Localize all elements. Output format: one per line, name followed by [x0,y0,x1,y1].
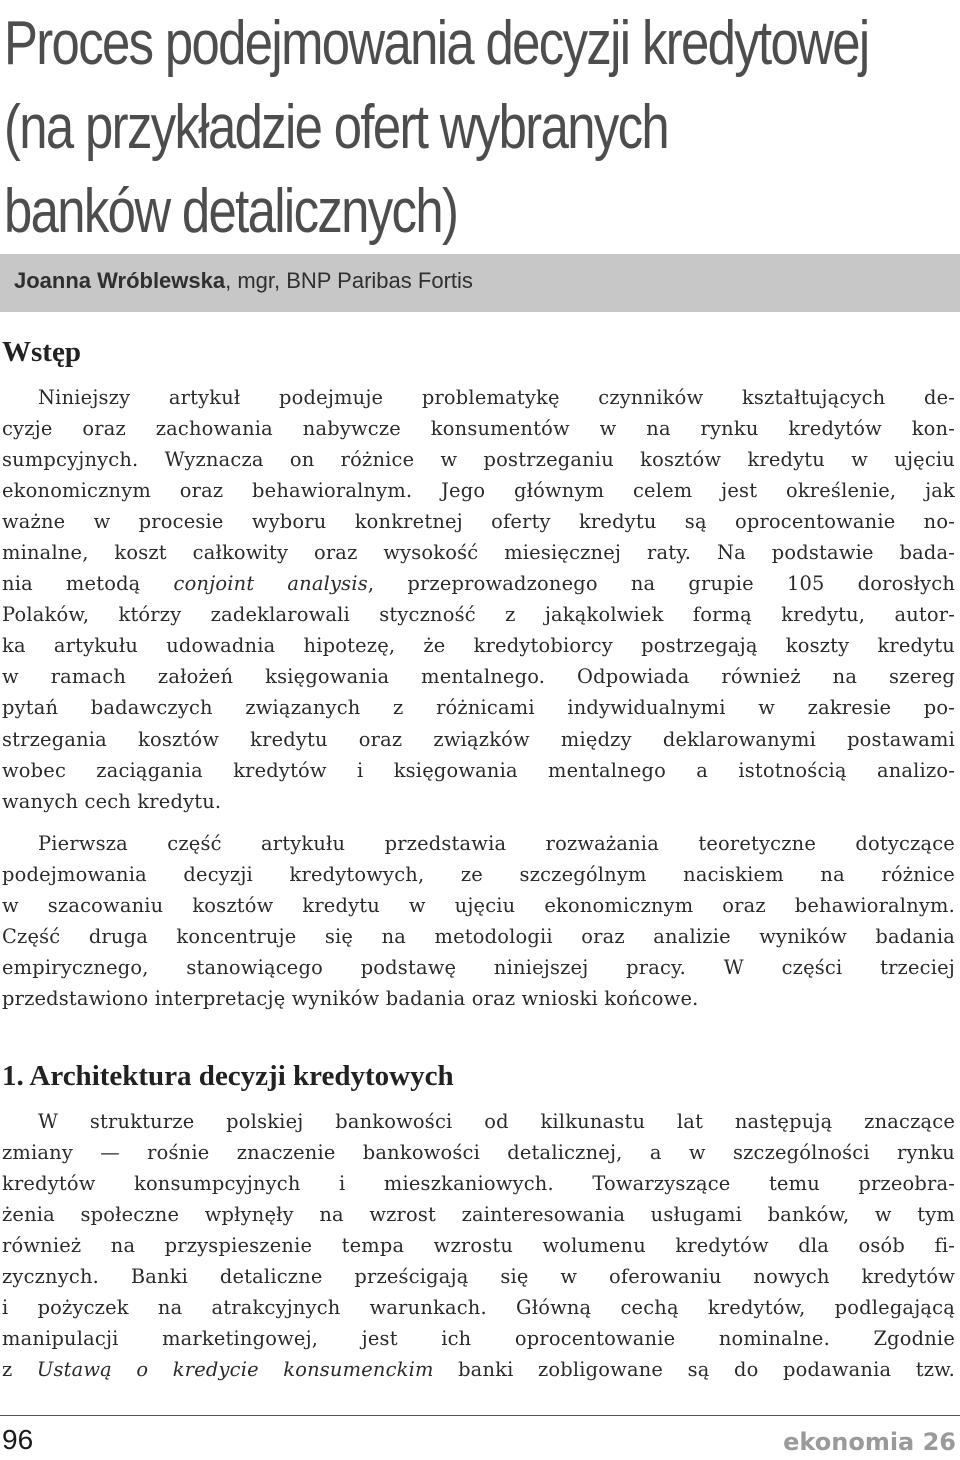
text-line [2,1354,955,1385]
text-line: sumpcyjnych. Wyznacza on różnice w postrzeganiu kosztów kredytu w ujęciu [2,448,955,472]
text-fragment: , przeprowadzonego na grupie 105 dorosłych [367,572,956,596]
text-line: pytań badawczych związanych z różnicami indywidualnymi w zakresie po- [2,696,955,720]
text-line: strzegania kosztów kredytu oraz związków między deklarowanymi postawami [2,727,955,751]
text-line: w szacowaniu kosztów kredytu w ujęciu ekonomicznym oraz behawioralnym. [2,894,955,918]
intro-heading: Wstęp [2,336,81,368]
text-line: przedstawiono interpretację wyników badania oraz wnioski końcowe. [2,987,699,1011]
page-number: 96 [2,1424,34,1455]
intro-paragraph-1 [2,382,955,817]
section-1-paragraph [2,1106,955,1385]
title-line: banków detalicznych) [4,177,458,246]
article-title [4,2,947,254]
text-line: ważne w procesie wyboru konkretnej oferty kredytu są oprocentowanie no- [2,510,955,534]
text-line [2,568,955,599]
section-1-heading: 1. Architektura decyzji kredytowych [2,1060,454,1092]
text-line: ka artykułu udowadnia hipotezę, że kredytobiorcy postrzegają koszty kredytu [2,634,955,658]
text-line: W strukturze polskiej bankowości od kilkunastu lat następują znaczące [38,1110,955,1133]
text-fragment: nia metodą [2,572,174,596]
text-line: wobec zaciągania kredytów i księgowania mentalnego a istotnością analizo- [2,758,955,782]
intro-paragraph-2 [2,828,955,1014]
text-line: zmiany — rośnie znaczenie bankowości detalicznej, a w szczególności rynku [2,1141,955,1165]
text-line: w ramach założeń księgowania mentalnego. Odpowiada również na szereg [2,665,955,689]
text-line: Niniejszy artykuł podejmuje problematykę czynników kształtujących de- [38,386,955,409]
text-line: żenia społeczne wpłynęły na wzrost zainteresowania usługami banków, w tym [2,1203,955,1227]
text-line: podejmowania decyzji kredytowych, ze szczególnym naciskiem na różnice [2,863,955,887]
text-line: minalne, koszt całkowity oraz wysokość miesięcznej raty. Na podstawie bada- [2,541,955,565]
text-line: Część druga koncentruje się na metodologii oraz analizie wyników badania [2,925,955,949]
text-fragment: banki zobligowane są do podawania tzw. [433,1358,955,1382]
text-line: ekonomicznym oraz behawioralnym. Jego głównym celem jest określenie, jak [2,479,955,503]
text-line: kredytów konsumpcyjnych i mieszkaniowych. Towarzyszące temu przeobra- [2,1172,955,1196]
title-line: Proces podejmowania decyzji kredytowej [4,9,869,78]
text-line: wanych cech kredytu. [2,789,222,813]
italic-term: Ustawą o kredycie konsumenckim [36,1358,434,1382]
italic-term: conjoint analysis [173,572,368,596]
text-line: empirycznego, stanowiącego podstawę niniejszej pracy. W części trzeciej [2,956,955,980]
author-bar [0,254,960,312]
text-line: Polaków, którzy zadeklarowali styczność z jakąkolwiek formą kredytu, autor- [2,603,955,627]
text-line: cyzje oraz zachowania nabywcze konsumentów w na rynku kredytów kon- [2,417,955,441]
author-line [14,268,473,294]
text-line: manipulacji marketingowej, jest ich oprocentowanie nominalne. Zgodnie [2,1327,955,1351]
text-line: i pożyczek na atrakcyjnych warunkach. Główną cechą kredytów, podlegającą [2,1296,955,1320]
text-line: również na przyspieszenie tempa wzrostu wolumenu kredytów dla osób fi- [2,1234,955,1258]
text-fragment: z [2,1358,37,1382]
text-line: zycznych. Banki detaliczne prześcigają się w oferowaniu nowych kredytów [2,1265,955,1289]
journal-name: ekonomia 26 [783,1428,956,1456]
footer-rule [0,1415,960,1416]
text-line: Pierwsza część artykułu przedstawia rozważania teoretyczne dotyczące [38,832,955,855]
title-line: (na przykładzie ofert wybranych [4,93,669,162]
author-affiliation: , mgr, BNP Paribas Fortis [225,268,473,293]
author-name: Joanna Wróblewska [14,268,226,293]
